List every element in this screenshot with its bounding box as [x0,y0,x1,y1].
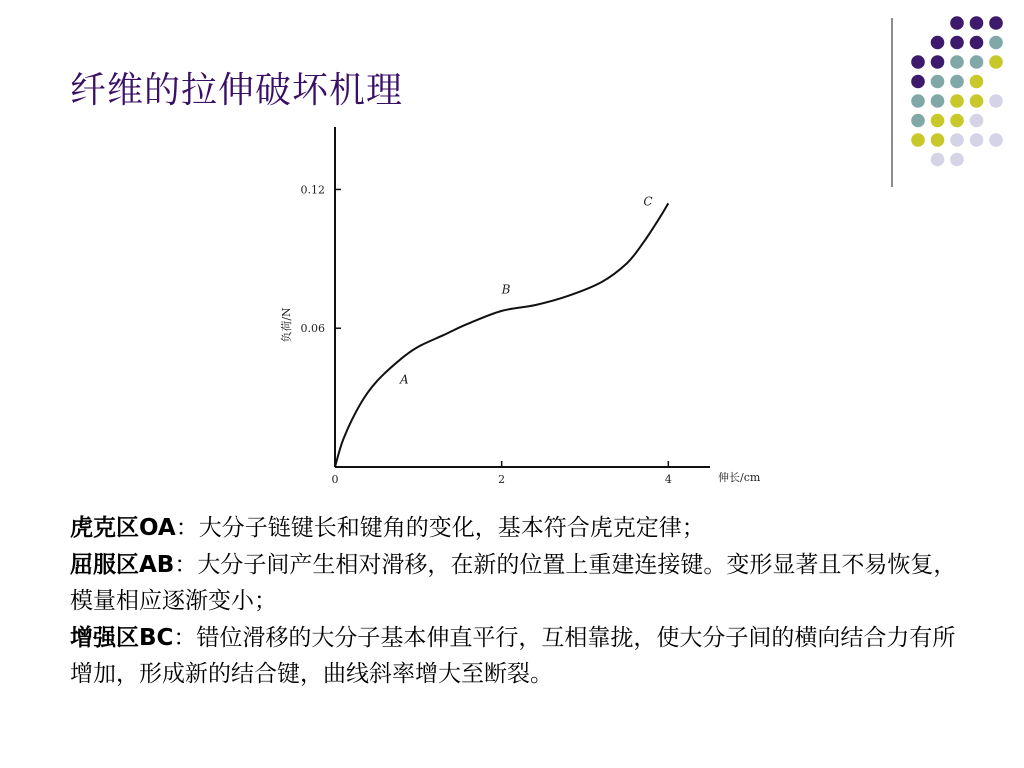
decorative-dot [950,114,964,128]
x-tick-label: 0 [331,473,339,486]
separator: ： [175,515,199,541]
description-text [70,510,960,693]
decorative-dot [989,36,1003,50]
load-elongation-curve [335,203,668,467]
decorative-dot [970,55,984,69]
y-tick-label: 0.12 [300,183,325,197]
x-axis-ticks [332,461,672,486]
y-axis-label: 负荷/N [280,307,293,343]
slide-title: 纤维的拉伸破坏机理 [70,70,404,111]
decorative-dot [970,75,984,89]
decorative-dot [950,36,964,50]
decorative-dot [931,94,945,108]
decorative-dot [911,94,925,108]
decorative-dot [970,36,984,50]
decorative-dot [931,153,945,167]
paragraph-text: 错位滑移的大分子基本伸直平行，互相靠拢，使大分子间的横向结合力有所增加，形成新的结合键，曲线斜率增大至断裂。 [70,624,956,687]
separator: ： [173,624,197,651]
decorative-dot [970,16,984,30]
point-label-c: C [643,194,653,209]
decorative-dot [970,133,984,147]
separator: ： [174,551,198,578]
term-bc: 增强区BC [70,624,174,651]
paragraph-text: 大分子链键长和键角的变化，基本符合虎克定律； [198,515,705,541]
decorative-dot [950,55,964,69]
decorative-dot [931,75,945,89]
x-tick-label: 4 [664,473,672,486]
point-label-b: B [501,282,511,297]
term-ab: 屈服区AB [70,551,175,578]
point-label-a: A [400,372,409,387]
decorative-dot [911,114,925,128]
decorative-dot [911,75,925,89]
decorative-dot [989,94,1003,108]
decorative-dot [950,75,964,89]
paragraph-text: 大分子间产生相对滑移，在新的位置上重建连接键。变形显著且不易恢复， 模量相应逐渐变小； [70,551,957,614]
decorative-dot [931,55,945,69]
x-tick-label: 2 [498,473,506,486]
decorative-dot [989,55,1003,69]
decorative-dot [911,133,925,147]
decorative-dot [931,114,945,128]
decorative-dot [989,133,1003,147]
paragraph-bc [70,620,960,693]
decorative-dot [950,133,964,147]
paragraph-oa [70,510,960,547]
decorative-dot [931,133,945,147]
term-oa: 虎克区OA [70,515,176,541]
decorative-dot [950,94,964,108]
decorative-dot [950,153,964,167]
decorative-dot [970,94,984,108]
decorative-dot [911,55,925,69]
paragraph-ab [70,547,960,620]
decorative-dot [970,114,984,128]
x-axis-label: 伸长/cm [718,471,761,484]
y-tick-label: 0.06 [300,322,325,336]
decorative-dot [950,16,964,30]
decorative-dot [989,16,1003,30]
curve-point-labels [399,195,653,387]
load-elongation-chart [260,120,800,500]
decorative-dot [931,36,945,50]
